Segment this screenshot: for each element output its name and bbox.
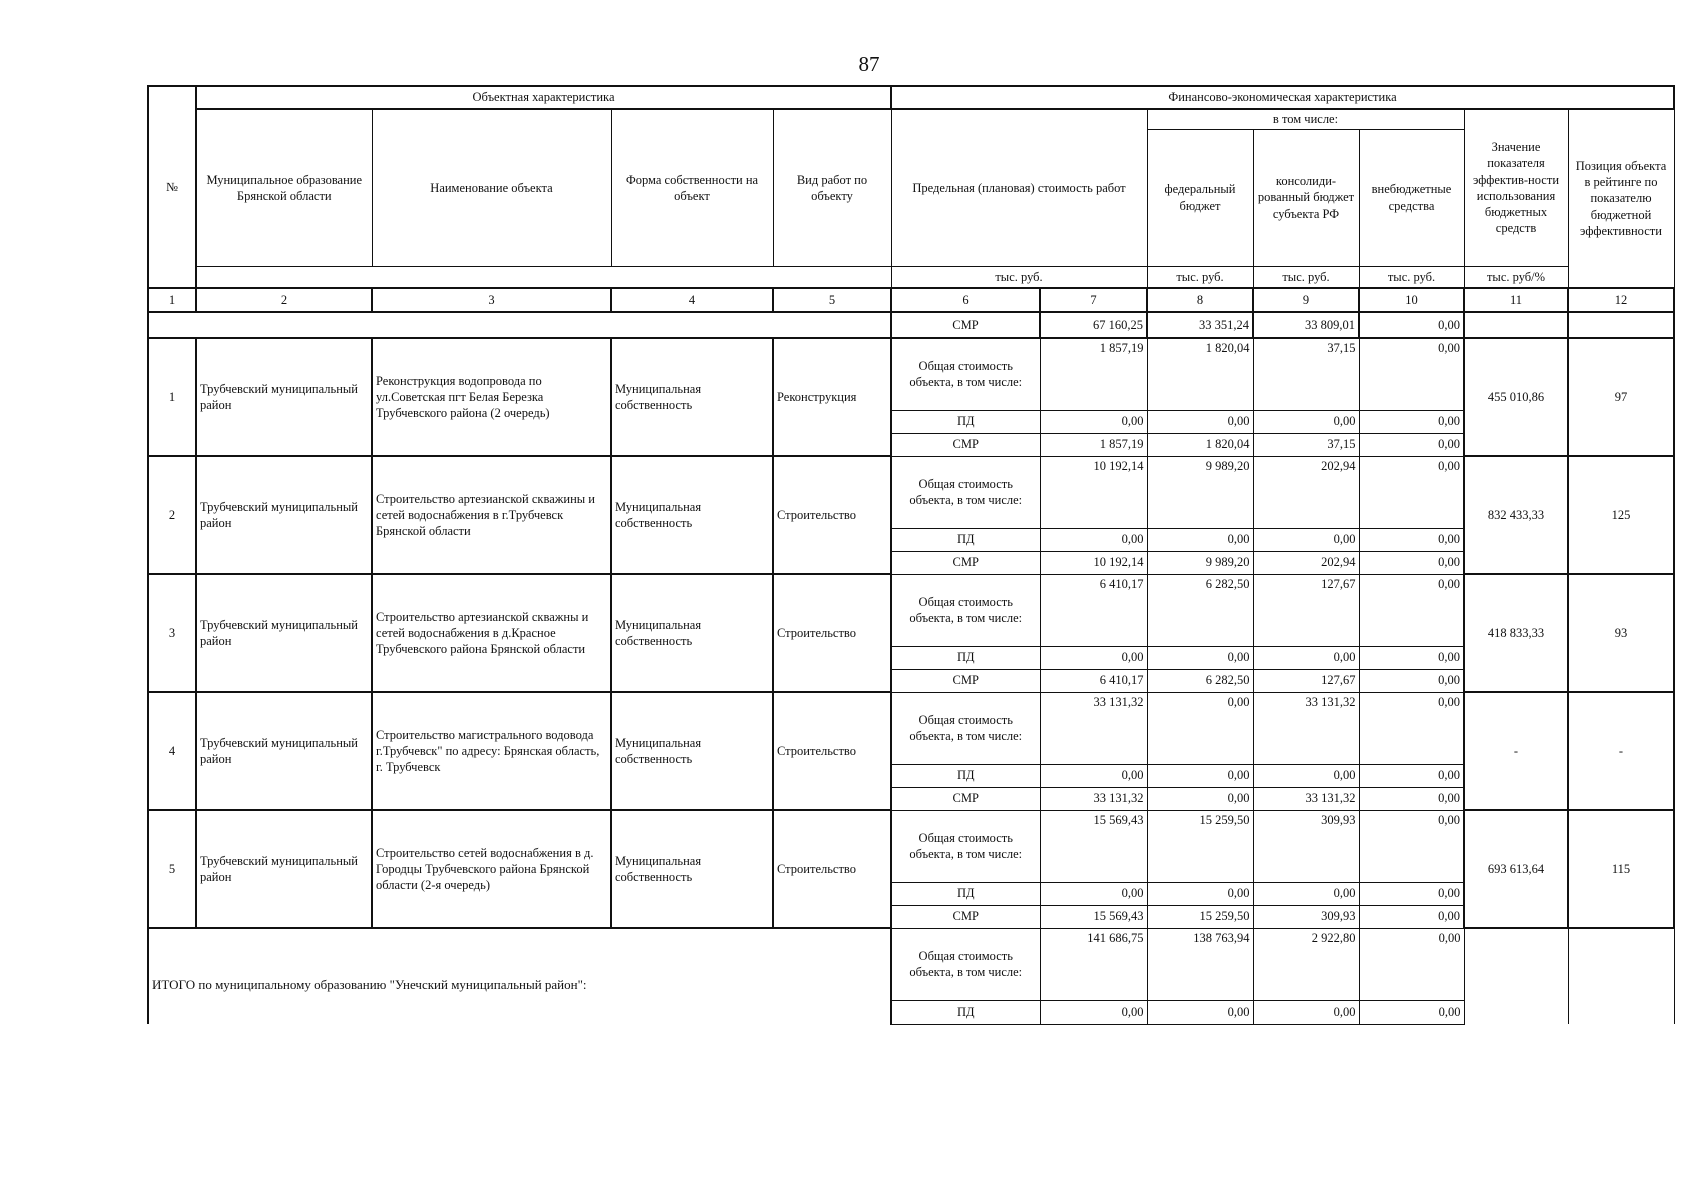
pd-label: ПД — [891, 646, 1040, 669]
object-number: 2 — [148, 456, 196, 574]
object-ownership: Муниципальная собственность — [611, 338, 773, 456]
total-offbudget: 0,00 — [1359, 810, 1464, 882]
total-cost: 10 192,14 — [1040, 456, 1147, 528]
rank-value: 125 — [1568, 456, 1674, 574]
total-consolidated: 37,15 — [1253, 338, 1359, 410]
object-municipality: Трубчевский муниципальный район — [196, 692, 372, 810]
smr-consolidated: 309,93 — [1253, 905, 1359, 928]
object-work-type: Строительство — [773, 810, 891, 928]
object-row — [148, 338, 1674, 410]
smr-label: СМР — [891, 433, 1040, 456]
column-number: 10 — [1359, 288, 1464, 312]
object-name: Строительство магистрального водовода г.Трубчевск" по адресу: Брянская область, г. Трубчевск — [372, 692, 611, 810]
smr-label: СМР — [891, 669, 1040, 692]
object-number: 5 — [148, 810, 196, 928]
top-smr-total: 67 160,25 — [1040, 312, 1147, 338]
object-number: 1 — [148, 338, 196, 456]
column-number: 12 — [1568, 288, 1674, 312]
object-name: Строительство артезианской скважины и сетей водоснабжения в г.Трубчевск Брянской области — [372, 456, 611, 574]
smr-consolidated: 37,15 — [1253, 433, 1359, 456]
total-consolidated: 127,67 — [1253, 574, 1359, 646]
unit-federal: тыс. руб. — [1147, 266, 1253, 288]
object-ownership: Муниципальная собственность — [611, 574, 773, 692]
smr-label: СМР — [891, 551, 1040, 574]
object-row — [148, 456, 1674, 528]
smr-federal: 6 282,50 — [1147, 669, 1253, 692]
total-federal: 15 259,50 — [1147, 810, 1253, 882]
pd-federal: 0,00 — [1147, 646, 1253, 669]
units-blank — [196, 266, 372, 288]
object-work-type: Строительство — [773, 692, 891, 810]
object-work-type: Строительство — [773, 456, 891, 574]
column-number: 7 — [1040, 288, 1147, 312]
units-blank — [773, 266, 891, 288]
column-number: 2 — [196, 288, 372, 312]
total-cost-label: Общая стоимость объекта, в том числе: — [891, 574, 1040, 646]
header-including: в том числе: — [1147, 109, 1464, 129]
column-number: 3 — [372, 288, 611, 312]
object-number: 4 — [148, 692, 196, 810]
total-federal: 6 282,50 — [1147, 574, 1253, 646]
pd-label: ПД — [891, 882, 1040, 905]
smr-offbudget: 0,00 — [1359, 551, 1464, 574]
smr-federal: 9 989,20 — [1147, 551, 1253, 574]
header-municipality: Муниципальное образование Брянской области — [196, 109, 372, 266]
header-efficiency: Значение показателя эффектив-ности использования бюджетных средств — [1464, 109, 1568, 266]
pd-consolidated: 0,00 — [1253, 646, 1359, 669]
column-number: 6 — [891, 288, 1040, 312]
efficiency-value: 455 010,86 — [1464, 338, 1568, 456]
pd-federal: 0,00 — [1147, 410, 1253, 433]
object-name: Реконструкция водопровода по ул.Советская пгт Белая Березка Трубчевского района (2 очередь) — [372, 338, 611, 456]
smr-offbudget: 0,00 — [1359, 905, 1464, 928]
grand-total-consolidated: 2 922,80 — [1253, 928, 1359, 1000]
efficiency-value: 832 433,33 — [1464, 456, 1568, 574]
pd-federal: 0,00 — [1147, 764, 1253, 787]
object-work-type: Строительство — [773, 574, 891, 692]
pd-offbudget: 0,00 — [1359, 410, 1464, 433]
units-blank — [372, 266, 611, 288]
grand-total-pd-federal: 0,00 — [1147, 1000, 1253, 1024]
smr-consolidated: 127,67 — [1253, 669, 1359, 692]
unit-offbudget: тыс. руб. — [1359, 266, 1464, 288]
top-smr-federal: 33 351,24 — [1147, 312, 1253, 338]
unit-consolidated: тыс. руб. — [1253, 266, 1359, 288]
efficiency-value: 693 613,64 — [1464, 810, 1568, 928]
grand-total-cost: 141 686,75 — [1040, 928, 1147, 1000]
total-consolidated: 202,94 — [1253, 456, 1359, 528]
column-number-row — [148, 288, 1674, 312]
efficiency-value: - — [1464, 692, 1568, 810]
efficiency-value: 418 833,33 — [1464, 574, 1568, 692]
pd-consolidated: 0,00 — [1253, 528, 1359, 551]
object-municipality: Трубчевский муниципальный район — [196, 338, 372, 456]
object-work-type: Реконструкция — [773, 338, 891, 456]
smr-federal: 15 259,50 — [1147, 905, 1253, 928]
smr-cost: 1 857,19 — [1040, 433, 1147, 456]
column-number: 1 — [148, 288, 196, 312]
smr-consolidated: 33 131,32 — [1253, 787, 1359, 810]
smr-federal: 1 820,04 — [1147, 433, 1253, 456]
pd-offbudget: 0,00 — [1359, 528, 1464, 551]
total-cost: 1 857,19 — [1040, 338, 1147, 410]
total-offbudget: 0,00 — [1359, 574, 1464, 646]
grand-total-pd-label: ПД — [891, 1000, 1040, 1024]
total-offbudget: 0,00 — [1359, 456, 1464, 528]
financing-table — [147, 85, 1675, 1025]
grand-total-label: ИТОГО по муниципальному образованию "Унечский муниципальный район": — [148, 928, 891, 1024]
column-number: 8 — [1147, 288, 1253, 312]
units-blank — [611, 266, 773, 288]
total-cost-label: Общая стоимость объекта, в том числе: — [891, 338, 1040, 410]
column-number: 4 — [611, 288, 773, 312]
grand-total-federal: 138 763,94 — [1147, 928, 1253, 1000]
top-smr-efficiency-blank — [1464, 312, 1568, 338]
grand-total-pd-cost: 0,00 — [1040, 1000, 1147, 1024]
grand-total-cost-label: Общая стоимость объекта, в том числе: — [891, 928, 1040, 1000]
object-ownership: Муниципальная собственность — [611, 456, 773, 574]
rank-value: 115 — [1568, 810, 1674, 928]
total-cost: 6 410,17 — [1040, 574, 1147, 646]
header-finance-group: Финансово-экономическая характеристика — [891, 86, 1674, 109]
top-smr-label: СМР — [891, 312, 1040, 338]
object-name: Строительство артезианской скважны и сетей водоснабжения в д.Красное Трубчевского района Брянской области — [372, 574, 611, 692]
total-consolidated: 309,93 — [1253, 810, 1359, 882]
object-row — [148, 810, 1674, 882]
header-object: Наименование объекта — [372, 109, 611, 266]
total-federal: 1 820,04 — [1147, 338, 1253, 410]
header-cost: Предельная (плановая) стоимость работ — [891, 109, 1147, 266]
smr-cost: 6 410,17 — [1040, 669, 1147, 692]
page-number: 87 — [858, 52, 880, 76]
smr-offbudget: 0,00 — [1359, 669, 1464, 692]
pd-consolidated: 0,00 — [1253, 410, 1359, 433]
smr-label: СМР — [891, 905, 1040, 928]
header-ownership: Форма собственности на объект — [611, 109, 773, 266]
object-row — [148, 692, 1674, 764]
pd-cost: 0,00 — [1040, 646, 1147, 669]
pd-federal: 0,00 — [1147, 528, 1253, 551]
header-object-group: Объектная характеристика — [196, 86, 891, 109]
pd-offbudget: 0,00 — [1359, 882, 1464, 905]
object-ownership: Муниципальная собственность — [611, 810, 773, 928]
object-ownership: Муниципальная собственность — [611, 692, 773, 810]
pd-federal: 0,00 — [1147, 882, 1253, 905]
smr-offbudget: 0,00 — [1359, 787, 1464, 810]
top-smr-blank — [148, 312, 891, 338]
total-cost-label: Общая стоимость объекта, в том числе: — [891, 456, 1040, 528]
smr-label: СМР — [891, 787, 1040, 810]
pd-label: ПД — [891, 528, 1040, 551]
smr-federal: 0,00 — [1147, 787, 1253, 810]
column-number: 11 — [1464, 288, 1568, 312]
rank-value: - — [1568, 692, 1674, 810]
smr-cost: 33 131,32 — [1040, 787, 1147, 810]
pd-cost: 0,00 — [1040, 764, 1147, 787]
grand-total-pd-offbudget: 0,00 — [1359, 1000, 1464, 1024]
top-smr-rank-blank — [1568, 312, 1674, 338]
header-row-including — [148, 109, 1674, 129]
header-work-type: Вид работ по объекту — [773, 109, 891, 266]
object-number: 3 — [148, 574, 196, 692]
smr-offbudget: 0,00 — [1359, 433, 1464, 456]
object-municipality: Трубчевский муниципальный район — [196, 810, 372, 928]
header-offbudget: внебюджетные средства — [1359, 129, 1464, 266]
top-smr-offbudget: 0,00 — [1359, 312, 1464, 338]
total-cost: 33 131,32 — [1040, 692, 1147, 764]
total-federal: 0,00 — [1147, 692, 1253, 764]
grand-total-pd-consolidated: 0,00 — [1253, 1000, 1359, 1024]
pd-label: ПД — [891, 410, 1040, 433]
object-name: Строительство сетей водоснабжения в д. Городцы Трубчевского района Брянской области (2-я очередь) — [372, 810, 611, 928]
column-number: 5 — [773, 288, 891, 312]
total-cost: 15 569,43 — [1040, 810, 1147, 882]
total-cost-label: Общая стоимость объекта, в том числе: — [891, 692, 1040, 764]
pd-consolidated: 0,00 — [1253, 764, 1359, 787]
column-number: 9 — [1253, 288, 1359, 312]
pd-consolidated: 0,00 — [1253, 882, 1359, 905]
unit-cost: тыс. руб. — [891, 266, 1147, 288]
smr-cost: 15 569,43 — [1040, 905, 1147, 928]
total-cost-label: Общая стоимость объекта, в том числе: — [891, 810, 1040, 882]
total-offbudget: 0,00 — [1359, 338, 1464, 410]
header-consolidated: консолиди-рованный бюджет субъекта РФ — [1253, 129, 1359, 266]
object-row — [148, 574, 1674, 646]
grand-total-efficiency-blank — [1464, 928, 1568, 1024]
header-row-groups — [148, 86, 1674, 109]
pd-cost: 0,00 — [1040, 882, 1147, 905]
table-body — [148, 86, 1674, 1024]
total-federal: 9 989,20 — [1147, 456, 1253, 528]
top-smr-consolidated: 33 809,01 — [1253, 312, 1359, 338]
pd-label: ПД — [891, 764, 1040, 787]
header-rank: Позиция объекта в рейтинге по показателю бюджетной эффективности — [1568, 109, 1674, 288]
header-federal: федеральный бюджет — [1147, 129, 1253, 266]
rank-value: 93 — [1568, 574, 1674, 692]
smr-cost: 10 192,14 — [1040, 551, 1147, 574]
rank-value: 97 — [1568, 338, 1674, 456]
pd-offbudget: 0,00 — [1359, 646, 1464, 669]
unit-efficiency: тыс. руб/% — [1464, 266, 1568, 288]
top-smr-row — [148, 312, 1674, 338]
pd-cost: 0,00 — [1040, 410, 1147, 433]
header-col-no: № — [148, 86, 196, 288]
total-consolidated: 33 131,32 — [1253, 692, 1359, 764]
grand-total-rank-blank — [1568, 928, 1674, 1024]
grand-total-row — [148, 928, 1674, 1000]
grand-total-offbudget: 0,00 — [1359, 928, 1464, 1000]
object-municipality: Трубчевский муниципальный район — [196, 456, 372, 574]
pd-offbudget: 0,00 — [1359, 764, 1464, 787]
pd-cost: 0,00 — [1040, 528, 1147, 551]
smr-consolidated: 202,94 — [1253, 551, 1359, 574]
object-municipality: Трубчевский муниципальный район — [196, 574, 372, 692]
total-offbudget: 0,00 — [1359, 692, 1464, 764]
header-row-units — [148, 266, 1674, 288]
